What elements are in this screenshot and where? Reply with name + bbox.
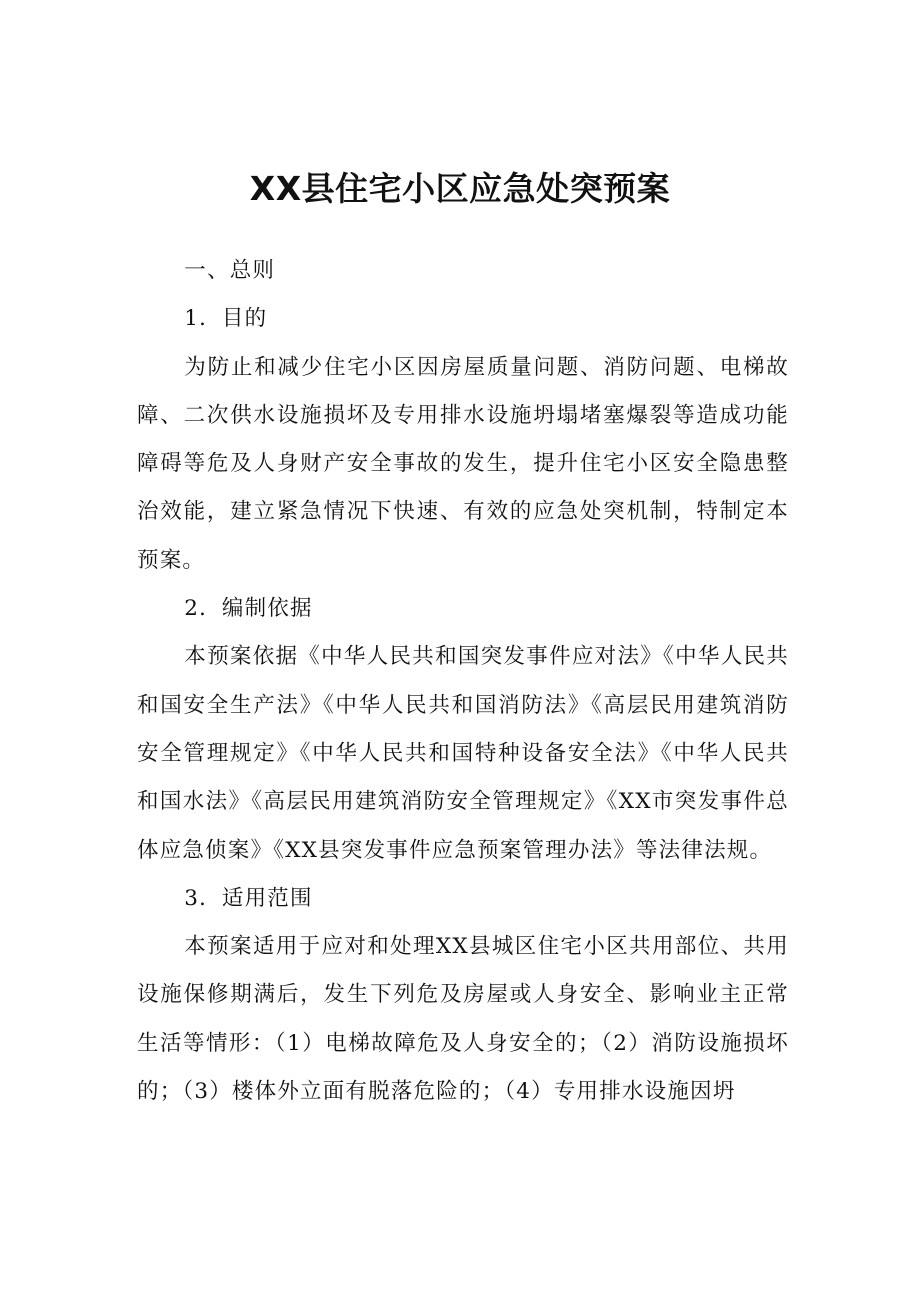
subsection-heading-basis: 2．编制依据 bbox=[184, 596, 313, 622]
paragraph-scope: 本预案适用于应对和处理XX县城区住宅小区共用部位、共用设施保修期满后，发生下列危及房屋或人身安全、影响业主正常生活等情形：（1）电梯故障危及人身安全的；（2）消防设施损坏的；（3）楼体外立面有脱落危险的；（4）专用排水设施因坍 bbox=[137, 934, 789, 1105]
section-heading-general: 一、总则 bbox=[184, 258, 276, 283]
subsection-heading-purpose: 1．目的 bbox=[184, 306, 268, 332]
document-title: XX县住宅小区应急处突预案 bbox=[249, 169, 671, 208]
subsection-heading-scope: 3．适用范围 bbox=[184, 885, 313, 911]
document-body bbox=[137, 247, 789, 1116]
paragraph-basis: 本预案依据《中华人民共和国突发事件应对法》《中华人民共和国安全生产法》《中华人民共和国消防法》《高层民用建筑消防安全管理规定》《中华人民共和国特种设备安全法》《中华人民共和国水法》《高层民用建筑消防安全管理规定》《XX市突发事件总体应急侦案》《XX县突发事件应急预案管理办法》等法律法规。 bbox=[137, 644, 789, 863]
paragraph-purpose: 为防止和减少住宅小区因房屋质量问题、消防问题、电梯故障、二次供水设施损坏及专用排水设施坍塌堵塞爆裂等造成功能障碍等危及人身财产安全事故的发生，提升住宅小区安全隐患整治效能，建立紧急情况下快速、有效的应急处突机制，特制定本预案。 bbox=[137, 354, 789, 573]
